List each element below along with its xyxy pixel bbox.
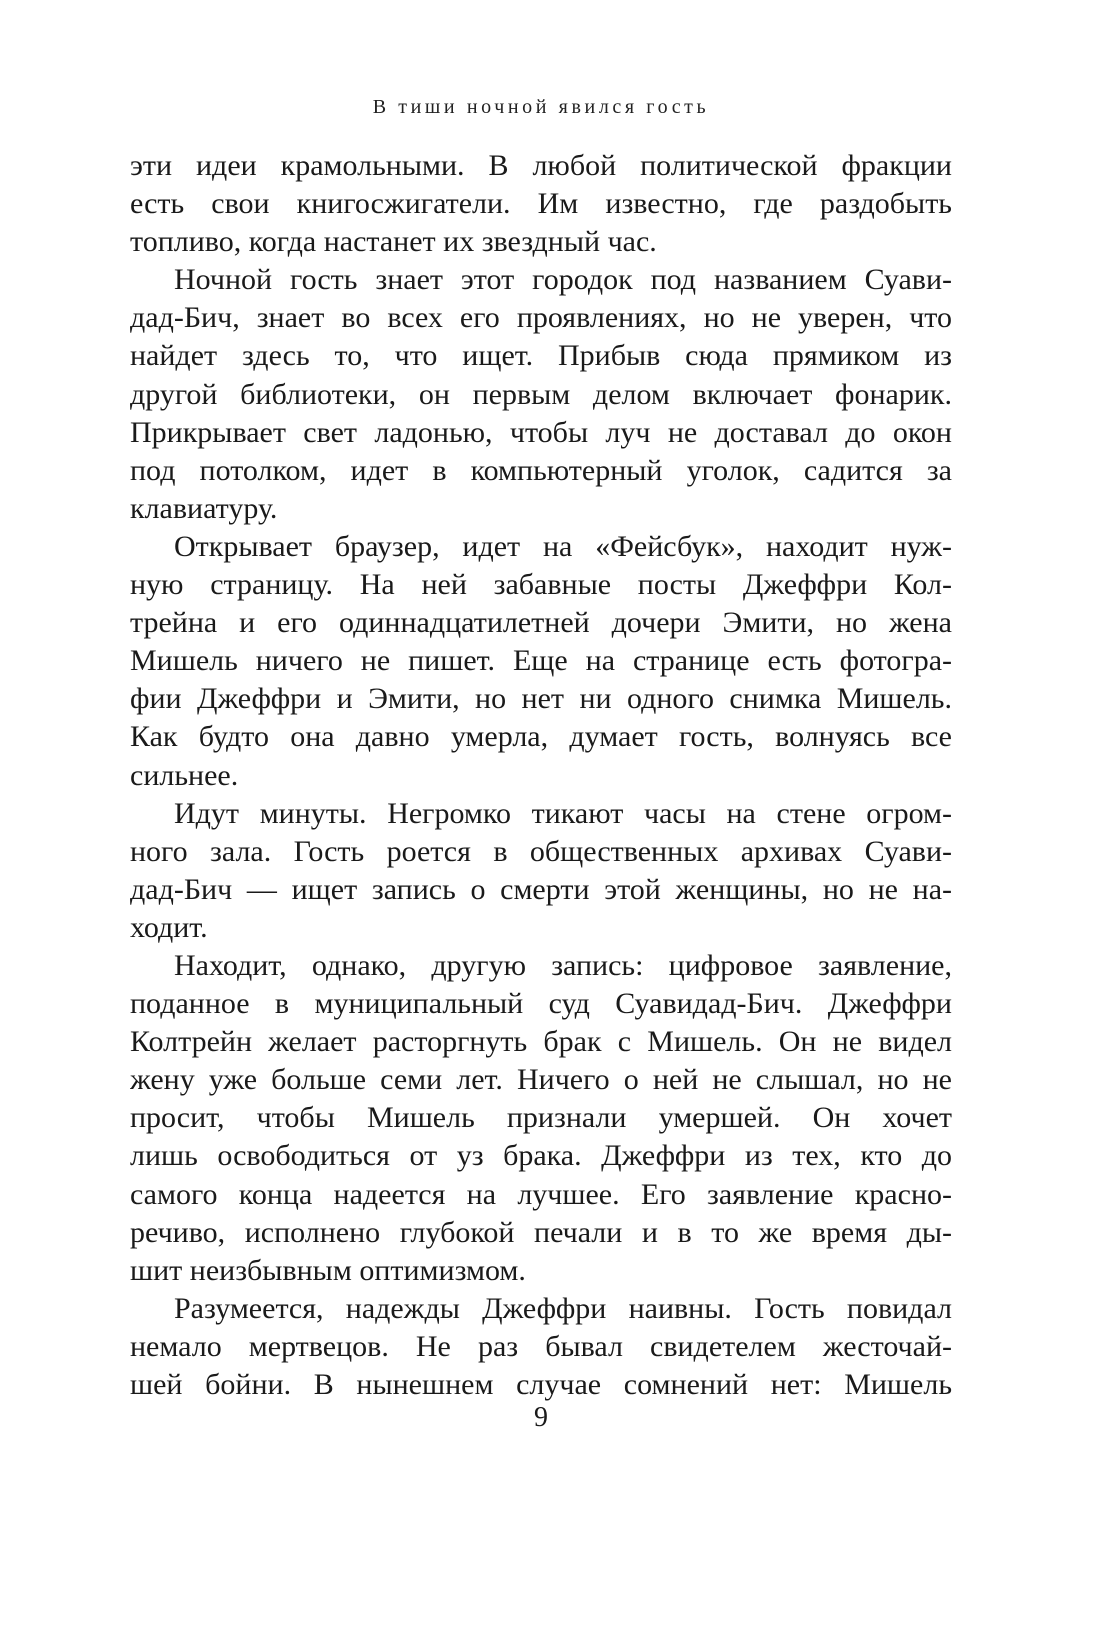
text-line: жену уже больше семи лет. Ничего о ней не слышал, но не <box>130 1063 952 1097</box>
text-line: лишь освободиться от уз брака. Джеффри из тех, кто до <box>130 1139 952 1173</box>
text-line: фии Джеффри и Эмити, но нет ни одного снимка Мишель. <box>130 682 952 716</box>
text-line: немало мертвецов. Не раз бывал свидетелем жесточай- <box>130 1329 952 1363</box>
text-line: дад-Бич — ищет запись о смерти этой женщины, но не на- <box>130 872 952 906</box>
text-line: клавиатуру. <box>130 491 278 525</box>
body-text <box>130 147 952 1404</box>
text-line: самого конца надеется на лучшее. Его заявление красно- <box>130 1177 952 1211</box>
text-line: ного зала. Гость роется в общественных архивах Суави- <box>130 834 952 868</box>
text-line: трейна и его одиннадцатилетней дочери Эмити, но жена <box>130 606 952 640</box>
text-line: шей бойни. В нынешнем случае сомнений нет: Мишель <box>130 1368 952 1401</box>
text-line: поданное в муниципальный суд Суавидад-Бич. Джеффри <box>130 987 952 1021</box>
text-line: найдет здесь то, что ищет. Прибыв сюда прямиком из <box>130 339 952 373</box>
text-line: речиво, исполнено глубокой печали и в то же время ды- <box>130 1215 952 1249</box>
text-line: Прикрывает свет ладонью, чтобы луч не доставал до окон <box>130 415 952 449</box>
text-line: просит, чтобы Мишель признали умершей. Он хочет <box>130 1101 952 1135</box>
text-line: сильнее. <box>130 758 239 792</box>
text-line: эти идеи крамольными. В любой политической фракции <box>130 149 952 182</box>
text-line: топливо, когда настанет их звездный час. <box>130 225 657 259</box>
text-line: Как будто она давно умерла, думает гость, волнуясь все <box>130 720 952 754</box>
text-line: шит неизбывным оптимизмом. <box>130 1253 526 1287</box>
text-line: под потолком, идет в компьютерный уголок, садится за <box>130 453 952 487</box>
text-line: Мишель ничего не пишет. Еще на странице есть фотогра- <box>130 644 952 678</box>
text-line: Находит, однако, другую запись: цифровое заявление, <box>174 948 952 982</box>
text-line: Ночной гость знает этот городок под названием Суави- <box>174 263 952 297</box>
text-line: другой библиотеки, он первым делом включает фонарик. <box>130 377 952 411</box>
text-line: дад-Бич, знает во всех его проявлениях, но не уверен, что <box>130 301 952 335</box>
text-line: ную страницу. На ней забавные посты Джеффри Кол- <box>130 568 952 602</box>
text-line: Открывает браузер, идет на «Фейсбук», находит нуж- <box>174 529 952 563</box>
text-line: Идут минуты. Негромко тикают часы на стене огром- <box>174 796 952 830</box>
text-line: ходит. <box>130 910 208 944</box>
text-line: Колтрейн желает расторгнуть брак с Мишель. Он не видел <box>130 1025 952 1059</box>
page-number: 9 <box>534 1402 548 1433</box>
running-head: В тиши ночной явился гость <box>372 96 710 118</box>
text-line: Разумеется, надежды Джеффри наивны. Гость повидал <box>174 1291 952 1325</box>
text-line: есть свои книгосжигатели. Им известно, где раздобыть <box>130 187 952 221</box>
